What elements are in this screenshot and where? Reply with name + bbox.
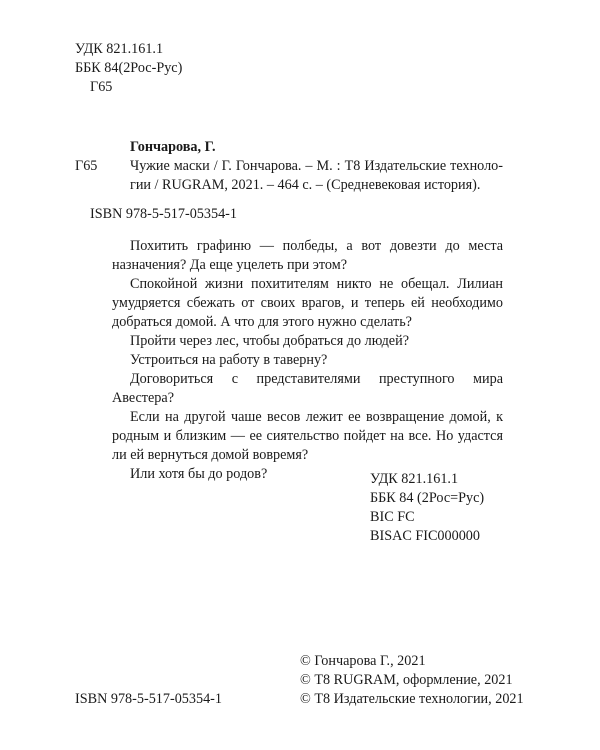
annotation-p2-l3: добраться домой. А что для этого нужно сделать? — [112, 314, 412, 330]
bic-code: BIC FC — [370, 509, 415, 525]
annotation-p4-l1: Устроиться на работу в таверну? — [130, 352, 328, 368]
annotation-p6-l3: ли ей вернуться домой вовремя? — [112, 447, 309, 463]
record-description — [130, 157, 503, 195]
udk-top: УДК 821.161.1 — [75, 41, 164, 57]
author-heading: Гончарова, Г. — [130, 139, 216, 155]
annotation-p6-l2: родным и близким — ее сиятельство пойдет на все. Но удастся — [112, 428, 503, 444]
annotation-p1-l2: назначения? Да еще уцелеть при этом? — [112, 257, 347, 273]
copyright-author: © Гончарова Г., 2021 — [300, 653, 426, 669]
udk-bottom: УДК 821.161.1 — [370, 471, 459, 487]
annotation-p5-l2: Авестера? — [112, 390, 174, 406]
copyright-design: © Т8 RUGRAM, оформление, 2021 — [300, 672, 513, 688]
author-mark-record: Г65 — [75, 158, 98, 174]
annotation — [112, 237, 503, 484]
annotation-p2-l2: умудряется сбежать от своих врагов, и теперь ей необходимо — [112, 295, 503, 311]
annotation-p2-l1: Спокойной жизни похитителям никто не обещал. Лилиан — [130, 276, 503, 292]
isbn-footer: ISBN 978-5-517-05354-1 — [75, 691, 222, 707]
annotation-p6-l1: Если на другой чаше весов лежит ее возвращение домой, к — [130, 409, 503, 425]
bisac-code: BISAC FIC000000 — [370, 528, 480, 544]
author-mark-top: Г65 — [90, 79, 113, 95]
bbk-bottom: ББК 84 (2Рос=Рус) — [370, 490, 485, 506]
annotation-p5-l1: Договориться с представителями преступного мира — [130, 371, 503, 387]
annotation-p1-l1: Похитить графиню — полбеды, а вот довезти до места — [130, 238, 503, 254]
isbn-record: ISBN 978-5-517-05354-1 — [90, 206, 237, 222]
record-line-1: Чужие маски / Г. Гончарова. – М. : Т8 Издательские техноло- — [130, 158, 503, 174]
bbk-top: ББК 84(2Рос-Рус) — [75, 60, 183, 76]
annotation-p3-l1: Пройти через лес, чтобы добраться до людей? — [130, 333, 409, 349]
record-line-2: гии / RUGRAM, 2021. – 464 с. – (Средневековая история). — [130, 177, 481, 193]
copyright-publisher: © Т8 Издательские технологии, 2021 — [300, 691, 524, 707]
annotation-p7-l1: Или хотя бы до родов? — [130, 466, 268, 482]
